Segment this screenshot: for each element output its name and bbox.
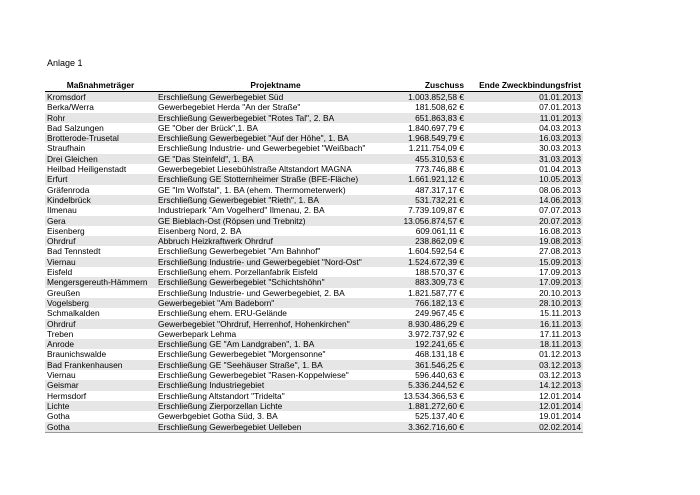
cell-zuschuss: 1.968.549,79 € — [395, 133, 466, 143]
cell-projektname: Erschließung GE "Seehäuser Straße", 1. BA — [156, 360, 395, 370]
cell-ende-zweckbindungsfrist: 15.09.2013 — [466, 257, 583, 267]
cell-projektname: Gewerbepark Lehma — [156, 329, 395, 339]
cell-projektname: Erschließung Industrie- und Gewerbegebiet "Nord-Ost" — [156, 257, 395, 267]
cell-zuschuss: 1.003.852,58 € — [395, 92, 466, 103]
cell-zuschuss: 468.131,18 € — [395, 349, 466, 359]
page-caption: Anlage 1 — [47, 58, 83, 68]
cell-massnahmetraeger: Heilbad Heiligenstadt — [45, 164, 156, 174]
cell-zuschuss: 455.310,53 € — [395, 154, 466, 164]
table-row — [45, 133, 583, 143]
cell-ende-zweckbindungsfrist: 20.10.2013 — [466, 288, 583, 298]
cell-massnahmetraeger: Geismar — [45, 380, 156, 390]
header-zuschuss: Zuschuss — [395, 80, 466, 92]
cell-massnahmetraeger: Eisenberg — [45, 226, 156, 236]
cell-zuschuss: 883.309,73 € — [395, 277, 466, 287]
table-row — [45, 360, 583, 370]
table-row — [45, 174, 583, 184]
cell-zuschuss: 1.840.697,79 € — [395, 123, 466, 133]
cell-projektname: Erschließung ehem. Porzellanfabrik Eisfeld — [156, 267, 395, 277]
table-row — [45, 370, 583, 380]
cell-projektname: Erschließung GE Stotternheimer Straße (BFE-Fläche) — [156, 174, 395, 184]
cell-ende-zweckbindungsfrist: 30.03.2013 — [466, 143, 583, 153]
cell-projektname: Erschließung ehem. ERU-Gelände — [156, 308, 395, 318]
cell-zuschuss: 181.508,62 € — [395, 102, 466, 112]
cell-massnahmetraeger: Rohr — [45, 113, 156, 123]
cell-projektname: Gewerbgebiet Gotha Süd, 3. BA — [156, 411, 395, 421]
cell-ende-zweckbindungsfrist: 04.03.2013 — [466, 123, 583, 133]
cell-ende-zweckbindungsfrist: 14.12.2013 — [466, 380, 583, 390]
table-row — [45, 154, 583, 164]
cell-ende-zweckbindungsfrist: 12.01.2014 — [466, 401, 583, 411]
cell-massnahmetraeger: Kindelbrück — [45, 195, 156, 205]
table-row — [45, 329, 583, 339]
cell-ende-zweckbindungsfrist: 19.01.2014 — [466, 411, 583, 421]
cell-massnahmetraeger: Vogelsberg — [45, 298, 156, 308]
table-row — [45, 123, 583, 133]
cell-ende-zweckbindungsfrist: 03.12.2013 — [466, 370, 583, 380]
header-massnahmetraeger: Maßnahmeträger — [45, 80, 156, 92]
cell-zuschuss: 361.546,25 € — [395, 360, 466, 370]
cell-ende-zweckbindungsfrist: 12.01.2014 — [466, 391, 583, 401]
table-row — [45, 298, 583, 308]
cell-ende-zweckbindungsfrist: 16.11.2013 — [466, 319, 583, 329]
cell-massnahmetraeger: Bad Tennstedt — [45, 246, 156, 256]
cell-massnahmetraeger: Kromsdorf — [45, 92, 156, 103]
cell-zuschuss: 192.241,65 € — [395, 339, 466, 349]
cell-massnahmetraeger: Gera — [45, 216, 156, 226]
cell-projektname: Erschließung Industrie- und Gewerbegebiet "Weißbach" — [156, 143, 395, 153]
cell-zuschuss: 3.362.716,60 € — [395, 422, 466, 433]
cell-zuschuss: 13.534.366,53 € — [395, 391, 466, 401]
cell-zuschuss: 238.862,09 € — [395, 236, 466, 246]
cell-projektname: Erschließung Industrie- und Gewerbegebiet, 2. BA — [156, 288, 395, 298]
cell-massnahmetraeger: Ilmenau — [45, 205, 156, 215]
cell-massnahmetraeger: Ohrdruf — [45, 319, 156, 329]
cell-projektname: GE "Ober der Brück",1. BA — [156, 123, 395, 133]
header-ende-zweckbindungsfrist: Ende Zweckbindungsfrist — [466, 80, 583, 92]
cell-zuschuss: 651.863,83 € — [395, 113, 466, 123]
table-row — [45, 380, 583, 390]
header-projektname: Projektname — [156, 80, 395, 92]
cell-massnahmetraeger: Greußen — [45, 288, 156, 298]
cell-massnahmetraeger: Hermsdorf — [45, 391, 156, 401]
cell-ende-zweckbindungsfrist: 31.03.2013 — [466, 154, 583, 164]
cell-projektname: Industriepark "Am Vogelherd" Ilmenau, 2. BA — [156, 205, 395, 215]
table-row — [45, 102, 583, 112]
cell-massnahmetraeger: Mengersgereuth-Hämmern — [45, 277, 156, 287]
table-row — [45, 113, 583, 123]
cell-projektname: Erschließung Gewerbegebiet "Schichtshöhn" — [156, 277, 395, 287]
table-row — [45, 422, 583, 433]
cell-massnahmetraeger: Braunichswalde — [45, 349, 156, 359]
cell-massnahmetraeger: Anrode — [45, 339, 156, 349]
cell-zuschuss: 3.972.737,92 € — [395, 329, 466, 339]
table-row — [45, 411, 583, 421]
cell-zuschuss: 525.137,40 € — [395, 411, 466, 421]
cell-zuschuss: 1.661.921,12 € — [395, 174, 466, 184]
cell-projektname: Erschließung Zierporzellan Lichte — [156, 401, 395, 411]
cell-ende-zweckbindungsfrist: 03.12.2013 — [466, 360, 583, 370]
cell-projektname: Erschließung Gewerbegebiet Uelleben — [156, 422, 395, 433]
cell-zuschuss: 7.739.109,87 € — [395, 205, 466, 215]
cell-ende-zweckbindungsfrist: 01.12.2013 — [466, 349, 583, 359]
table-row — [45, 143, 583, 153]
cell-zuschuss: 13.056.874,57 € — [395, 216, 466, 226]
table-row — [45, 391, 583, 401]
cell-massnahmetraeger: Viernau — [45, 257, 156, 267]
table-row — [45, 288, 583, 298]
cell-zuschuss: 5.336.244,52 € — [395, 380, 466, 390]
cell-projektname: Gewerbegebiet "Ohrdruf, Herrenhof, Hohenkirchen" — [156, 319, 395, 329]
cell-ende-zweckbindungsfrist: 01.04.2013 — [466, 164, 583, 174]
table-row — [45, 308, 583, 318]
cell-massnahmetraeger: Schmalkalden — [45, 308, 156, 318]
cell-ende-zweckbindungsfrist: 07.01.2013 — [466, 102, 583, 112]
cell-massnahmetraeger: Drei Gleichen — [45, 154, 156, 164]
cell-projektname: Erschließung Gewerbegebiet "Rotes Tal", 2. BA — [156, 113, 395, 123]
table-row — [45, 205, 583, 215]
cell-ende-zweckbindungsfrist: 16.03.2013 — [466, 133, 583, 143]
cell-projektname: Eisenberg Nord, 2. BA — [156, 226, 395, 236]
cell-ende-zweckbindungsfrist: 10.05.2013 — [466, 174, 583, 184]
cell-zuschuss: 531.732,21 € — [395, 195, 466, 205]
cell-massnahmetraeger: Ohrdruf — [45, 236, 156, 246]
cell-ende-zweckbindungsfrist: 07.07.2013 — [466, 205, 583, 215]
cell-massnahmetraeger: Straufhain — [45, 143, 156, 153]
cell-massnahmetraeger: Bad Frankenhausen — [45, 360, 156, 370]
cell-ende-zweckbindungsfrist: 20.07.2013 — [466, 216, 583, 226]
cell-massnahmetraeger: Treben — [45, 329, 156, 339]
cell-ende-zweckbindungsfrist: 14.06.2013 — [466, 195, 583, 205]
cell-projektname: Erschließung GE "Am Landgraben", 1. BA — [156, 339, 395, 349]
cell-massnahmetraeger: Gräfenroda — [45, 185, 156, 195]
cell-ende-zweckbindungsfrist: 01.01.2013 — [466, 92, 583, 103]
cell-zuschuss: 487.317,17 € — [395, 185, 466, 195]
cell-zuschuss: 596.440,63 € — [395, 370, 466, 380]
cell-massnahmetraeger: Viernau — [45, 370, 156, 380]
cell-massnahmetraeger: Erfurt — [45, 174, 156, 184]
cell-zuschuss: 1.211.754,09 € — [395, 143, 466, 153]
cell-zuschuss: 188.570,37 € — [395, 267, 466, 277]
cell-projektname: Erschließung Altstandort "Tridelta" — [156, 391, 395, 401]
cell-massnahmetraeger: Eisfeld — [45, 267, 156, 277]
table-row — [45, 226, 583, 236]
funding-table — [45, 80, 583, 433]
cell-ende-zweckbindungsfrist: 17.09.2013 — [466, 277, 583, 287]
cell-zuschuss: 1.821.587,77 € — [395, 288, 466, 298]
cell-projektname: Erschließung Gewerbegebiet "Auf der Höhe", 1. BA — [156, 133, 395, 143]
cell-projektname: Gewerbegebiet "Am Badeborn" — [156, 298, 395, 308]
table-row — [45, 246, 583, 256]
cell-massnahmetraeger: Brotterode-Trusetal — [45, 133, 156, 143]
cell-projektname: GE Bieblach-Ost (Röpsen und Trebnitz) — [156, 216, 395, 226]
cell-massnahmetraeger: Berka/Werra — [45, 102, 156, 112]
table-row — [45, 319, 583, 329]
cell-projektname: Erschließung Gewerbegebiet "Rieth", 1. BA — [156, 195, 395, 205]
cell-zuschuss: 8.930.486,29 € — [395, 319, 466, 329]
cell-projektname: Erschließung Gewerbegebiet "Rasen-Koppelwiese" — [156, 370, 395, 380]
cell-ende-zweckbindungsfrist: 17.09.2013 — [466, 267, 583, 277]
table-row — [45, 267, 583, 277]
cell-zuschuss: 773.746,88 € — [395, 164, 466, 174]
table-row — [45, 164, 583, 174]
table-row — [45, 216, 583, 226]
cell-projektname: GE "Im Wolfstal", 1. BA (ehem. Thermometerwerk) — [156, 185, 395, 195]
cell-projektname: Gewerbegebiet Herda "An der Straße" — [156, 102, 395, 112]
table-row — [45, 349, 583, 359]
cell-ende-zweckbindungsfrist: 16.08.2013 — [466, 226, 583, 236]
cell-ende-zweckbindungsfrist: 11.01.2013 — [466, 113, 583, 123]
cell-ende-zweckbindungsfrist: 18.11.2013 — [466, 339, 583, 349]
cell-ende-zweckbindungsfrist: 08.06.2013 — [466, 185, 583, 195]
table-header-row — [45, 80, 583, 92]
cell-projektname: GE "Das Steinfeld", 1. BA — [156, 154, 395, 164]
cell-ende-zweckbindungsfrist: 28.10.2013 — [466, 298, 583, 308]
table-row — [45, 401, 583, 411]
table-row — [45, 236, 583, 246]
table-row — [45, 195, 583, 205]
cell-zuschuss: 609.061,11 € — [395, 226, 466, 236]
cell-projektname: Abbruch Heizkraftwerk Ohrdruf — [156, 236, 395, 246]
cell-projektname: Erschließung Gewerbegebiet "Am Bahnhof" — [156, 246, 395, 256]
cell-projektname: Erschließung Gewerbegebiet "Morgensonne" — [156, 349, 395, 359]
cell-zuschuss: 249.967,45 € — [395, 308, 466, 318]
cell-projektname: Gewerbegebiet Liesebühlstraße Altstandort MAGNA — [156, 164, 395, 174]
table-row — [45, 277, 583, 287]
cell-ende-zweckbindungsfrist: 15.11.2013 — [466, 308, 583, 318]
cell-zuschuss: 1.524.672,39 € — [395, 257, 466, 267]
cell-ende-zweckbindungsfrist: 17.11.2013 — [466, 329, 583, 339]
table-row — [45, 185, 583, 195]
cell-massnahmetraeger: Gotha — [45, 411, 156, 421]
cell-zuschuss: 766.182,13 € — [395, 298, 466, 308]
table-row — [45, 339, 583, 349]
table-row — [45, 257, 583, 267]
cell-ende-zweckbindungsfrist: 19.08.2013 — [466, 236, 583, 246]
cell-projektname: Erschließung Industriegebiet — [156, 380, 395, 390]
cell-projektname: Erschließung Gewerbegebiet Süd — [156, 92, 395, 103]
table-row — [45, 92, 583, 103]
cell-ende-zweckbindungsfrist: 27.08.2013 — [466, 246, 583, 256]
cell-massnahmetraeger: Bad Salzungen — [45, 123, 156, 133]
cell-massnahmetraeger: Gotha — [45, 422, 156, 433]
cell-zuschuss: 1.604.592,54 € — [395, 246, 466, 256]
cell-ende-zweckbindungsfrist: 02.02.2014 — [466, 422, 583, 433]
cell-zuschuss: 1.881.272,60 € — [395, 401, 466, 411]
cell-massnahmetraeger: Lichte — [45, 401, 156, 411]
